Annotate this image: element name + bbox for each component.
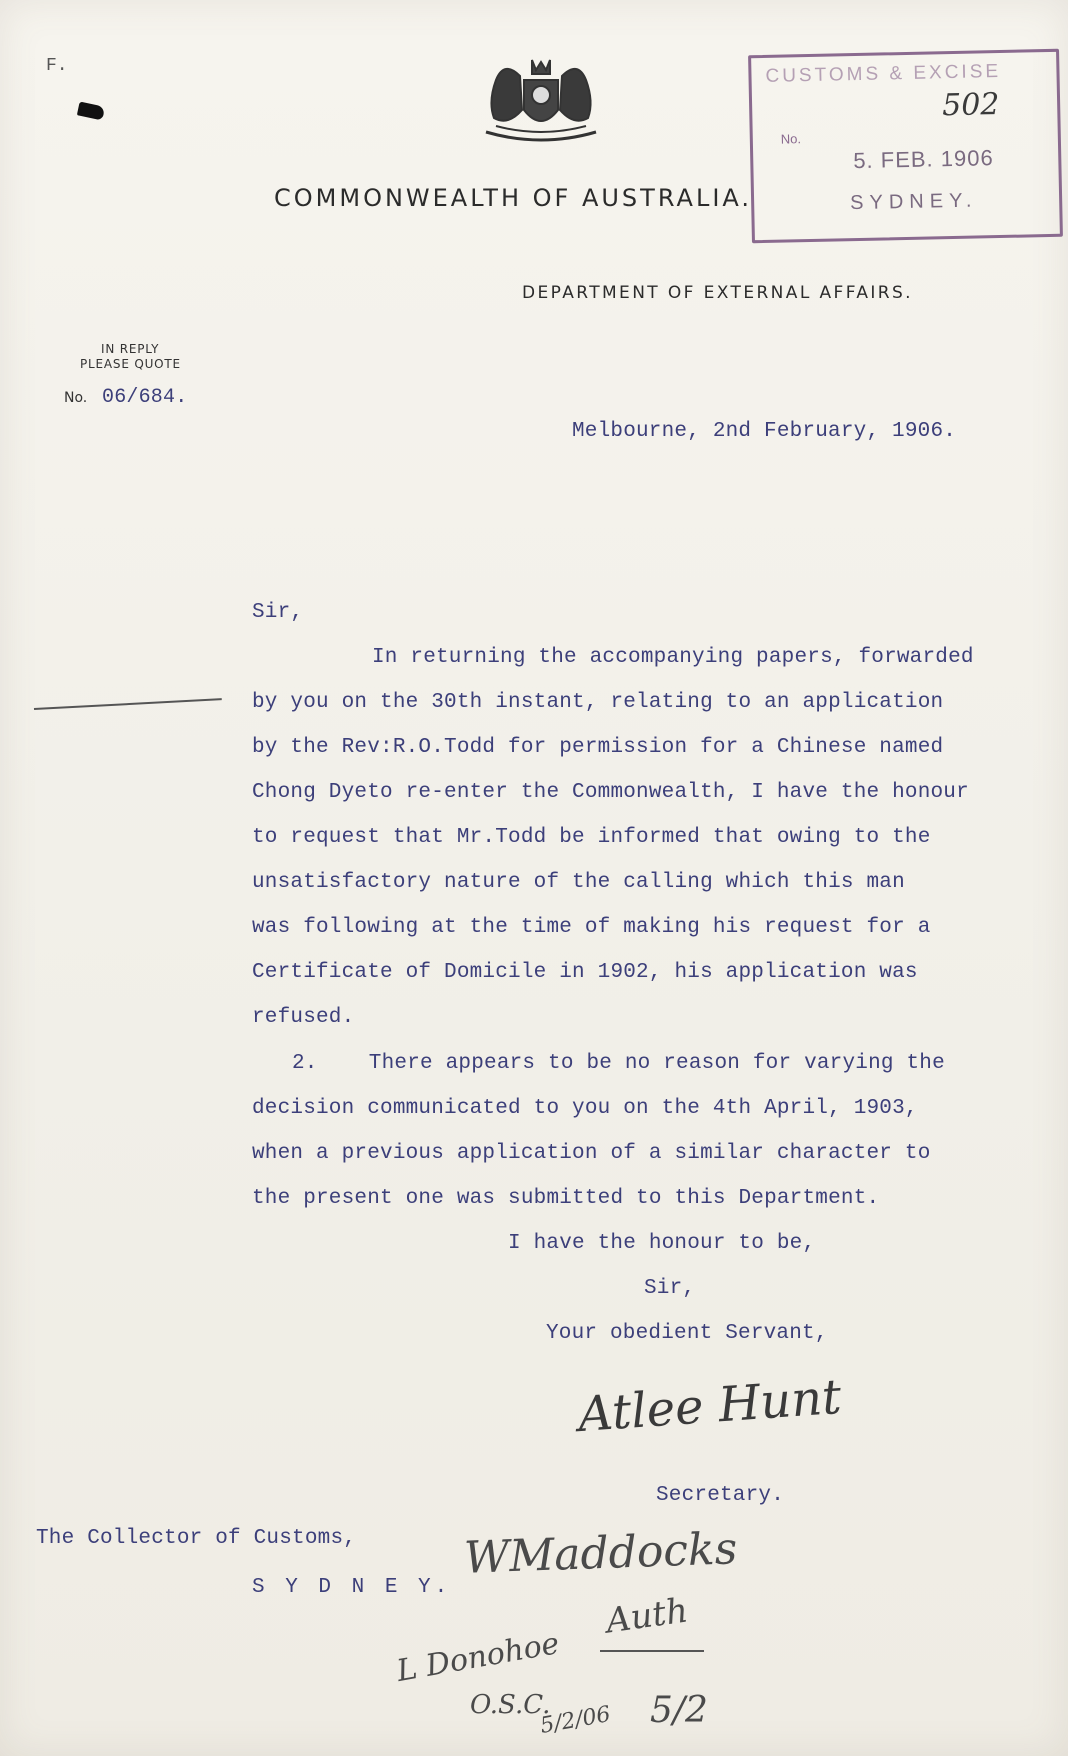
handwritten-initials: WMaddocks bbox=[463, 1523, 739, 1584]
handwritten-donohoe: L Donohoe bbox=[394, 1626, 562, 1689]
body-line: by you on the 30th instant, relating to an application bbox=[252, 691, 944, 714]
salutation: Sir, bbox=[252, 601, 304, 624]
handwritten-auth: Auth bbox=[603, 1590, 691, 1642]
closing-line2: Sir, bbox=[644, 1277, 696, 1300]
body-line: when a previous application of a similar character to bbox=[252, 1142, 931, 1165]
body-line: Chong Dyeto re-enter the Commonwealth, I have the honour bbox=[252, 781, 969, 804]
stamp-city: SYDNEY. bbox=[849, 189, 978, 215]
body-line: by the Rev:R.O.Todd for permission for a Chinese named bbox=[252, 736, 944, 759]
letterhead-title: COMMONWEALTH OF AUSTRALIA. bbox=[274, 184, 753, 212]
body-line: refused. bbox=[252, 1006, 355, 1029]
body-line: decision communicated to you on the 4th April, 1903, bbox=[252, 1097, 918, 1120]
auth-underline bbox=[600, 1650, 704, 1652]
addressee-line1: The Collector of Customs, bbox=[36, 1527, 357, 1550]
body-line: Certificate of Domicile in 1902, his application was bbox=[252, 961, 918, 984]
handwritten-ref: 5/2 bbox=[650, 1690, 708, 1731]
body-line: to request that Mr.Todd be informed that owing to the bbox=[252, 826, 931, 849]
reply-number: 06/684. bbox=[102, 386, 188, 409]
body-line: 2. There appears to be no reason for varying the bbox=[292, 1052, 945, 1075]
body-line: In returning the accompanying papers, forwarded bbox=[372, 646, 974, 669]
stamp-number: 502 bbox=[941, 87, 1000, 124]
coat-of-arms-emblem bbox=[466, 40, 616, 150]
handwritten-clerk: O.S.C. bbox=[470, 1690, 551, 1720]
date-line: Melbourne, 2nd February, 1906. bbox=[572, 420, 957, 443]
body-line: unsatisfactory nature of the calling which this man bbox=[252, 871, 905, 894]
addressee-line2: S Y D N E Y. bbox=[252, 1576, 452, 1599]
department-heading: DEPARTMENT OF EXTERNAL AFFAIRS. bbox=[522, 283, 913, 303]
closing-line1: I have the honour to be, bbox=[508, 1232, 816, 1255]
reply-label-line1: IN REPLY bbox=[101, 342, 160, 356]
stamp-no-label: No. bbox=[780, 131, 802, 147]
reply-number-label: No. bbox=[64, 390, 88, 406]
stamp-office: CUSTOMS & EXCISE bbox=[765, 60, 1002, 87]
secretary-signature: Atlee Hunt bbox=[576, 1368, 844, 1444]
margin-pencil-line bbox=[34, 698, 222, 710]
ink-blot bbox=[77, 101, 105, 120]
reply-label-line2: PLEASE QUOTE bbox=[80, 357, 181, 371]
stamp-date: 5. FEB. 1906 bbox=[853, 145, 994, 174]
closing-line3: Your obedient Servant, bbox=[546, 1322, 828, 1345]
body-line: was following at the time of making his request for a bbox=[252, 916, 931, 939]
handwritten-date: 5/2/06 bbox=[538, 1702, 613, 1739]
secretary-title: Secretary. bbox=[656, 1484, 785, 1507]
customs-received-stamp bbox=[748, 49, 1063, 243]
margin-mark: F. bbox=[46, 56, 68, 76]
body-line: the present one was submitted to this Department. bbox=[252, 1187, 880, 1210]
